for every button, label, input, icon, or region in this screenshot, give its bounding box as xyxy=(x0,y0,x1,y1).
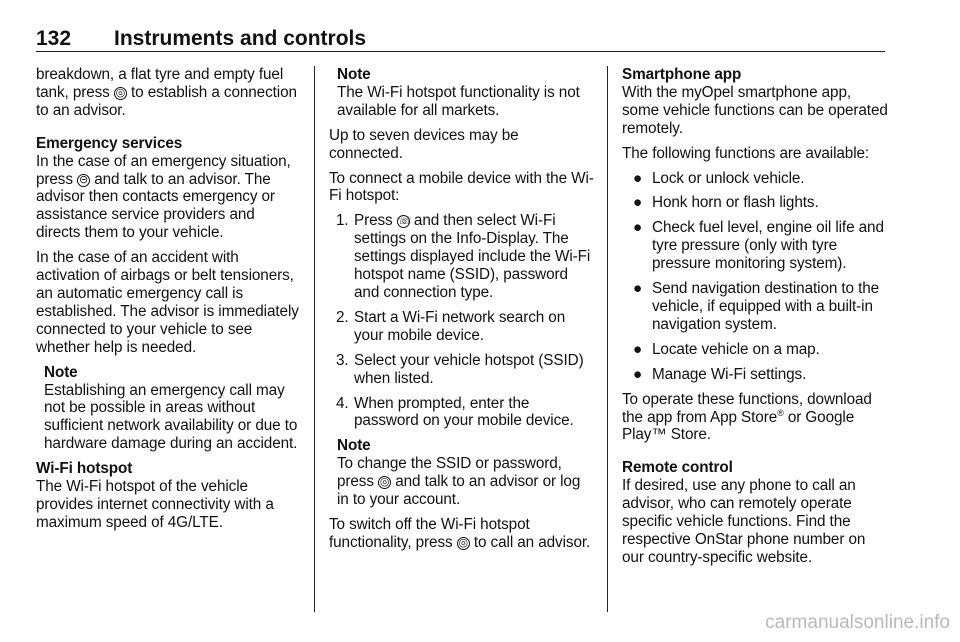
list-item: ● Send navigation destination to the vehicle, if equipped with a built-in navigation system. xyxy=(633,280,880,333)
onstar-button-icon: ◎ xyxy=(115,86,126,99)
connect-steps-list xyxy=(329,212,595,430)
paragraph-download: To operate these functions, download the app from App Store® or Google Play™ Store. xyxy=(622,390,872,444)
paragraph-connect-intro: To connect a mobile device with the Wi-Fi hotspot: xyxy=(329,169,594,205)
list-item: ● Manage Wi-Fi settings. xyxy=(633,365,807,383)
functions-list xyxy=(622,170,888,384)
note-label: Note xyxy=(44,363,78,381)
note-wifi-markets xyxy=(329,66,595,120)
paragraph-accident: In the case of an accident with activation of airbags or belt tensioners, an automatic emergency call is established. The advisor is immediately connected to your vehicle to see whether help is needed. xyxy=(36,249,299,356)
list-item: ● Honk horn or flash lights. xyxy=(633,194,819,212)
paragraph-app: With the myOpel smartphone app, some vehicle functions can be operated remotely. xyxy=(622,83,888,137)
paragraph-wifi: The Wi-Fi hotspot of the vehicle provides internet connectivity with a maximum speed of 4G/LTE. xyxy=(36,478,274,531)
note-change-ssid xyxy=(329,437,595,509)
list-item: 2. Start a Wi-Fi network search on your mobile device. xyxy=(336,308,566,344)
list-item: ● Lock or unlock vehicle. xyxy=(633,169,805,187)
phone-button-icon: ☏ xyxy=(397,215,412,228)
paragraph-devices: Up to seven devices may be connected. xyxy=(329,126,519,162)
sos-button-icon: ⊝ xyxy=(79,173,89,186)
page-header xyxy=(36,27,885,52)
onstar-button-icon: ◎ xyxy=(458,536,468,549)
page-title: Instruments and controls xyxy=(114,27,367,50)
heading-smartphone-app: Smartphone app xyxy=(622,66,742,83)
paragraph-functions-intro: The following functions are available: xyxy=(622,144,870,162)
heading-remote-control: Remote control xyxy=(622,459,733,477)
list-item: ● Check fuel level, engine oil life and tyre pressure (only with tyre pressure monitoring system). xyxy=(633,219,884,273)
list-item: 3. Select your vehicle hotspot (SSID) when listed. xyxy=(336,351,584,387)
list-item: 1. Press ☏ and then select Wi-Fi settings on the Info-Display. The settings displayed include the Wi-Fi hotspot name (SSID), password and connection type. xyxy=(336,212,591,301)
note-text: The Wi-Fi hotspot functionality is not available for all markets. xyxy=(337,83,580,119)
page-number: 132 xyxy=(36,27,72,50)
list-item: ● Locate vehicle on a map. xyxy=(633,340,820,358)
column-right xyxy=(622,66,888,574)
column-divider-right xyxy=(607,66,608,612)
column-divider-left xyxy=(314,66,315,612)
note-text: Establishing an emergency call may not be possible in areas without sufficient network availability or due to hardware damage during an accident. xyxy=(44,381,298,453)
heading-wifi-hotspot: Wi-Fi hotspot xyxy=(36,460,133,478)
column-left xyxy=(36,66,302,539)
onstar-button-icon: ◎ xyxy=(379,476,390,489)
note-label: Note xyxy=(337,437,371,455)
paragraph-remote: If desired, use any phone to call an advisor, who can remotely operate specific vehicle functions. Find the respective OnStar phone number on our country-specific website. xyxy=(622,477,866,566)
paragraph-emergency: In the case of an emergency situation, press ⊝ and talk to an advisor. The advisor then contacts emergency or assistance service providers and directs them to your vehicle. xyxy=(36,152,291,242)
note-text: To change the SSID or password, press ◎ and talk to an advisor or log in to your account. xyxy=(337,455,581,509)
paragraph-breakdown: breakdown, a flat tyre and empty fuel tank, press ◎ to establish a connection to an advisor. xyxy=(36,66,297,119)
list-item: 4. When prompted, enter the password on your mobile device. xyxy=(336,394,574,430)
watermark: carmanualsonline.info xyxy=(765,612,950,633)
note-label: Note xyxy=(337,66,371,83)
column-middle xyxy=(329,66,595,559)
paragraph-switch-off: To switch off the Wi-Fi hotspot functionality, press ◎ to call an advisor. xyxy=(329,515,591,551)
note-emergency-call xyxy=(36,364,302,454)
heading-emergency-services: Emergency services xyxy=(36,134,183,152)
